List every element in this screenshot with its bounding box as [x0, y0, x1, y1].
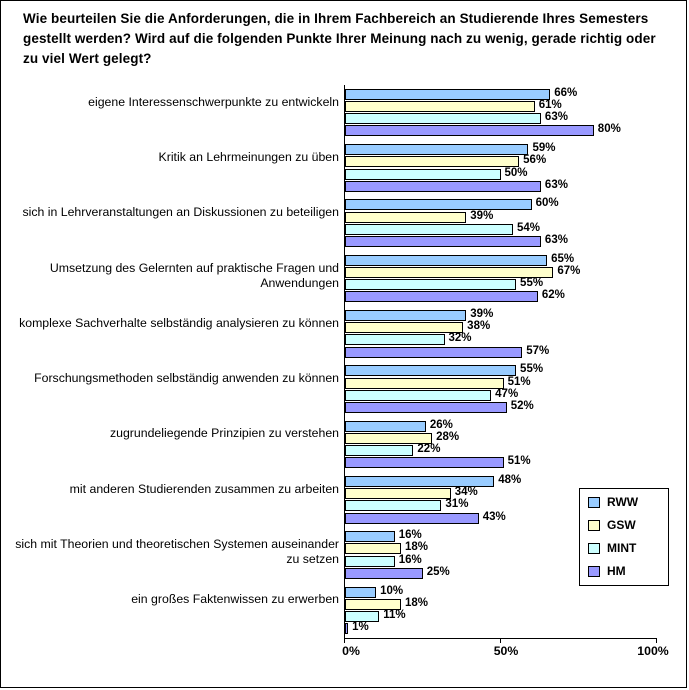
- bar-value-label: 10%: [380, 584, 404, 597]
- x-axis-tick-label: 100%: [637, 644, 669, 658]
- bar-group-row: [345, 125, 689, 136]
- bar-gsw: [345, 156, 519, 167]
- category-label: mit anderen Studierenden zusammen zu arbeiten: [69, 481, 339, 496]
- bar-rww: [345, 255, 547, 266]
- bar-value-label: 63%: [544, 178, 568, 191]
- bar-value-label: 18%: [404, 596, 428, 609]
- bar-group-row: [345, 565, 689, 579]
- bar-group-row: [345, 430, 689, 444]
- bar-group-row: [345, 86, 689, 100]
- bar-group-row: [345, 291, 689, 302]
- bar-value-label: 67%: [557, 264, 581, 277]
- bar-hm: [345, 457, 504, 468]
- bar-value-label: 39%: [470, 308, 494, 321]
- bar-value-label: 16%: [398, 553, 422, 566]
- bar-group-row: [345, 101, 689, 112]
- bar-group-row: [345, 510, 689, 524]
- bar-group-row: [345, 199, 689, 210]
- category-label: Umsetzung des Gelernten auf praktische Fragen und Anwendungen: [49, 260, 339, 290]
- bar-value-label: 51%: [507, 455, 531, 468]
- bar-mint: [345, 445, 413, 456]
- bar-gsw: [345, 378, 504, 389]
- bar-value-label: 26%: [429, 418, 453, 431]
- x-axis-tick: [344, 638, 345, 643]
- bar-group-row: [345, 264, 689, 278]
- bar-gsw: [345, 322, 463, 333]
- bar-mint: [345, 556, 395, 567]
- bar-group-row: [345, 418, 689, 432]
- bar-value-label: 50%: [504, 166, 528, 179]
- bar-mint: [345, 113, 541, 124]
- bar-group-row: [345, 531, 689, 542]
- bar-rww: [345, 199, 532, 210]
- bar-rww: [345, 144, 528, 155]
- bar-mint: [345, 334, 445, 345]
- bar-group-row: [345, 166, 689, 180]
- x-axis-tick: [500, 638, 501, 643]
- bar-gsw: [345, 543, 401, 554]
- bar-value-label: 54%: [516, 221, 540, 234]
- x-axis-tick-label: 50%: [493, 644, 519, 658]
- bar-group-row: [345, 178, 689, 192]
- bar-group-row: [345, 608, 689, 622]
- bar-value-label: 80%: [597, 123, 621, 136]
- bar-value-label: 61%: [538, 99, 562, 112]
- bar-mint: [345, 169, 501, 180]
- bar-value-label: 57%: [526, 344, 550, 357]
- bar-group-row: [345, 236, 689, 247]
- bar-value-label: 34%: [454, 486, 478, 499]
- bar-value-label: 55%: [520, 277, 544, 290]
- bar-value-label: 1%: [352, 621, 369, 634]
- bar-value-label: 38%: [467, 320, 491, 333]
- legend-label-hm: HM: [607, 564, 626, 578]
- bar-value-label: 22%: [417, 443, 441, 456]
- category-label: Forschungsmethoden selbständig anwenden zu können: [34, 371, 339, 386]
- x-axis-tick: [656, 638, 657, 643]
- bar-value-label: 16%: [398, 529, 422, 542]
- bar-value-label: 31%: [445, 498, 469, 511]
- bar-hm: [345, 291, 538, 302]
- bar-hm: [345, 513, 479, 524]
- bar-group-row: [345, 399, 689, 413]
- bar-hm: [345, 181, 541, 192]
- bar-group-row: [345, 543, 689, 554]
- bar-group-row: [345, 584, 689, 598]
- bar-gsw: [345, 101, 535, 112]
- bar-value-label: 62%: [541, 289, 565, 302]
- bar-value-label: 18%: [404, 541, 428, 554]
- bar-hm: [345, 347, 522, 358]
- bar-value-label: 48%: [498, 473, 522, 486]
- bar-value-label: 59%: [532, 142, 556, 155]
- bar-value-label: 66%: [554, 86, 578, 99]
- category-label: sich mit Theorien und theoretischen Systemen auseinander zu setzen: [15, 537, 339, 567]
- bar-rww: [345, 587, 376, 598]
- bar-value-label: 39%: [470, 209, 494, 222]
- bar-group-row: [345, 279, 689, 290]
- category-label: Kritik an Lehrmeinungen zu üben: [158, 149, 339, 164]
- bar-mint: [345, 500, 441, 511]
- bar-gsw: [345, 212, 466, 223]
- bar-hm: [345, 236, 541, 247]
- bar-value-label: 56%: [523, 154, 547, 167]
- bar-group-row: [345, 344, 689, 358]
- bar-group-row: [345, 623, 689, 634]
- bar-group-row: [345, 322, 689, 333]
- bar-value-label: 28%: [436, 430, 460, 443]
- bar-value-label: 11%: [383, 608, 406, 621]
- category-label: zugrundeliegende Prinzipien zu verstehen: [109, 426, 339, 441]
- category-label: ein großes Faktenwissen zu erwerben: [131, 592, 339, 607]
- chart-title: Wie beurteilen Sie die Anforderungen, die in Ihrem Fachbereich an Studierende Ihres Semesters gestellt werden? Wird auf die folgenden Punkte Ihrer Meinung nach zu wenig, gerade richtig oder zu viel Wert gelegt?: [23, 11, 656, 66]
- category-label: eigene Interessenschwerpunkte zu entwickeln: [88, 94, 339, 109]
- bar-hm: [345, 402, 507, 413]
- bar-group-row: [345, 221, 689, 235]
- bar-value-label: 51%: [507, 375, 531, 388]
- bar-value-label: 32%: [448, 332, 472, 345]
- x-axis-tick-label: 0%: [342, 644, 360, 658]
- bar-group-row: [345, 252, 689, 266]
- bar-rww: [345, 421, 426, 432]
- bar-hm: [345, 125, 594, 136]
- bar-value-label: 60%: [535, 197, 559, 210]
- bar-value-label: 63%: [544, 234, 568, 247]
- bar-group-row: [345, 473, 689, 487]
- bar-gsw: [345, 488, 451, 499]
- bar-group-row: [345, 310, 689, 321]
- bar-value-label: 43%: [482, 510, 506, 523]
- category-label: komplexe Sachverhalte selbständig analysieren zu können: [19, 315, 339, 330]
- bar-group-row: [345, 334, 689, 345]
- bar-group-row: [345, 488, 689, 499]
- bar-rww: [345, 531, 395, 542]
- bar-mint: [345, 279, 516, 290]
- bar-group-row: [345, 113, 689, 124]
- bar-rww: [345, 89, 550, 100]
- bar-hm: [345, 568, 423, 579]
- bar-value-label: 52%: [510, 399, 534, 412]
- bar-group-row: [345, 500, 689, 511]
- bar-value-label: 63%: [544, 111, 568, 124]
- bar-group-row: [345, 144, 689, 155]
- bar-rww: [345, 310, 466, 321]
- bar-mint: [345, 224, 513, 235]
- bar-group-row: [345, 457, 689, 468]
- bar-mint: [345, 390, 491, 401]
- bar-value-label: 65%: [551, 252, 575, 265]
- bar-value-label: 55%: [520, 363, 544, 376]
- bar-rww: [345, 365, 516, 376]
- bar-hm: [345, 623, 348, 634]
- bar-group-row: [345, 553, 689, 567]
- legend-label-mint: MINT: [607, 541, 637, 555]
- bar-value-label: 25%: [426, 565, 450, 578]
- legend-label-gsw: GSW: [607, 518, 636, 532]
- legend-label-rww: RWW: [607, 495, 639, 509]
- bar-value-label: 47%: [495, 387, 519, 400]
- category-label: sich in Lehrveranstaltungen an Diskussionen zu beteiligen: [22, 205, 339, 220]
